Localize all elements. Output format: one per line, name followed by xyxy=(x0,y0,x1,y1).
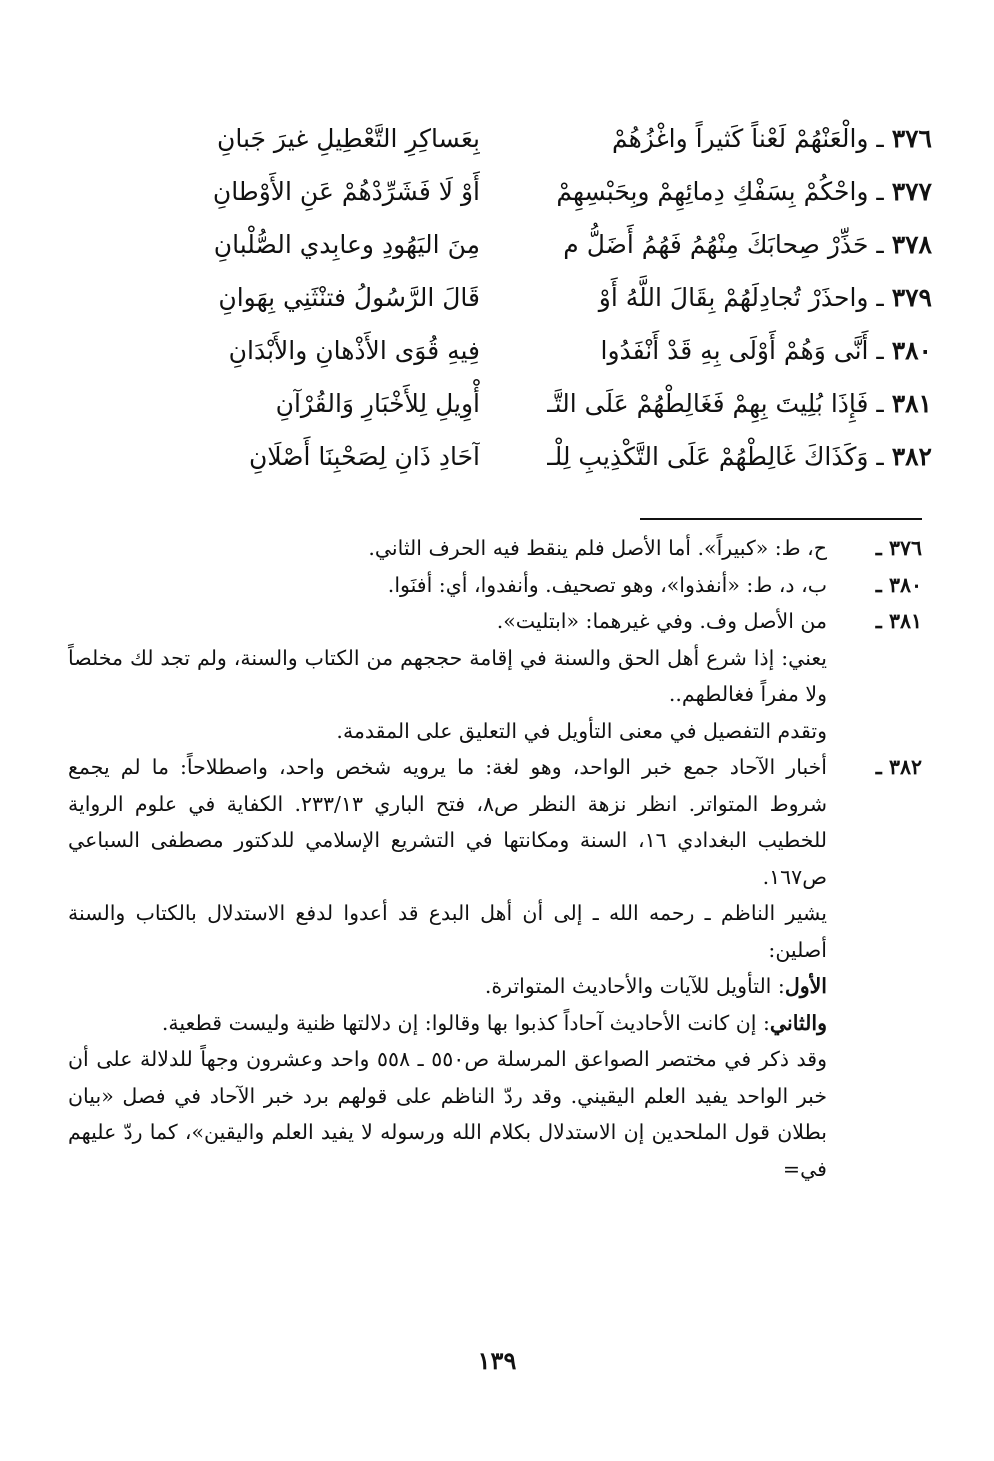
footnote-381-reference: وتقدم التفصيل في معنى التأويل في التعليق على المقدمة. xyxy=(336,718,827,743)
footnote-376 xyxy=(68,530,922,567)
footnote-number: ٣٨٢ ـ xyxy=(875,755,922,779)
footnote-381-explanation: يعني: إذا شرع أهل الحق والسنة في إقامة حججهم من الكتاب والسنة، ولم تجد لك مخلصاً ولا مفراً فغالطهم.. xyxy=(68,645,828,706)
footnote-separator xyxy=(640,518,922,520)
verse-number: ٣٨٠ xyxy=(891,336,932,365)
page-number: ١٣٩ xyxy=(477,1346,517,1375)
verse-number: ٣٨١ xyxy=(891,389,932,418)
verse-first-hemistich: أَنَّى وَهُمْ أَوْلَى بِهِ قَدْ أَنْفَدُوا xyxy=(600,336,869,365)
verse-number: ٣٧٧ xyxy=(891,177,932,206)
verse-378: ٣٧٨ ـ حَذِّرْ صِحابَكَ مِنْهُمُ فَهُمُ أَضَلُّ م مِنَ اليَهُودِ وعابِدي الصُّلْبانِ xyxy=(60,218,932,271)
footnote-text: من الأصل وف. وفي غيرهما: «ابتليت». xyxy=(496,609,827,633)
footnote-382-second-principle xyxy=(68,1005,922,1042)
footnote-text: ب، د، ط: «أنفذوا»، وهو تصحيف. وأنفدوا، أي: أفنَوا. xyxy=(387,572,827,597)
verse-first-hemistich: واحْكُمْ بِسَفْكِ دِمائِهِمْ وبِحَبْسِهِمْ xyxy=(556,177,869,206)
verse-first-hemistich: واحذَرْ تُجادِلَهُمْ بِقَالَ اللَّهُ أَوْ xyxy=(598,283,869,312)
verse-second-hemistich: قَالَ الرَّسُولُ فتنْثَنِي بِهَوانِ xyxy=(218,283,480,312)
footnotes xyxy=(68,530,922,1187)
footnote-382-conclusion: وقد ذكر في مختصر الصواعق المرسلة ص٥٥٠ ـ ٥٥٨ واحد وعشرون وجهاً للدلالة على أن خبر الواحد يفيد العلم اليقيني. وقد ردّ الناظم على قولهم برد خبر الآحاد في فصل «بيان بطلان قول الملحدين إن الاستدلال بكلام الله ورسوله لا يفيد العلم واليقين»، كما ردّ عليهم في= xyxy=(68,1047,828,1181)
verse-382: ٣٨٢ ـ وَكَذَاكَ غَالِطْهُمْ عَلَى التَّكْذِيبِ لِلْـ آحَادِ ذَانِ لِصَحْبِنَا أَصْلَانِ xyxy=(60,430,932,483)
footnote-380 xyxy=(68,567,922,604)
verse-376: ٣٧٦ ـ والْعَنْهُمْ لَعْناً كَثيراً واغْزُهُمْ بِعَساكِرِ التَّعْطِيلِ غيرَ جَبانِ xyxy=(60,112,932,165)
second-principle-text: : إن كانت الأحاديث آحاداً كذبوا بها وقالوا: إن دلالتها ظنية وليست قطعية. xyxy=(161,1010,770,1035)
verse-second-hemistich: آحَادِ ذَانِ لِصَحْبِنَا أَصْلَانِ xyxy=(248,442,480,471)
verse-number: ٣٧٦ xyxy=(891,124,932,153)
footnote-number: ٣٨١ ـ xyxy=(875,609,922,633)
verse-second-hemistich: بِعَساكِرِ التَّعْطِيلِ غيرَ جَبانِ xyxy=(216,124,480,153)
first-principle-text: : التأويل للآيات والأحاديث المتواترة. xyxy=(484,974,785,998)
verse-number: ٣٧٩ xyxy=(891,283,932,312)
label-second: والثاني xyxy=(769,1010,827,1035)
verse-379: ٣٧٩ ـ واحذَرْ تُجادِلَهُمْ بِقَالَ اللَّهُ أَوْ قَالَ الرَّسُولُ فتنْثَنِي بِهَوانِ xyxy=(60,271,932,324)
verse-377: ٣٧٧ ـ واحْكُمْ بِسَفْكِ دِمائِهِمْ وبِحَبْسِهِمْ أَوْ لَا فَشَرِّدْهُمْ عَنِ الأَوْطانِ xyxy=(60,165,932,218)
verse-second-hemistich: فِيهِ قُوَى الأَذْهانِ والأَبْدَانِ xyxy=(228,336,480,365)
verse-second-hemistich: أَوْ لَا فَشَرِّدْهُمْ عَنِ الأَوْطانِ xyxy=(212,177,480,206)
label-first: الأول xyxy=(784,974,827,998)
verse-second-hemistich: مِنَ اليَهُودِ وعابِدي الصُّلْبانِ xyxy=(213,230,480,259)
footnote-number: ٣٧٦ ـ xyxy=(875,536,922,560)
footnote-text: ح، ط: «كبيراً». أما الأصل فلم ينقط فيه الحرف الثاني. xyxy=(368,536,827,560)
verse-first-hemistich: فَإِذَا بُلِيتَ بِهِمْ فَغَالِطْهُمْ عَلَى التَّـ xyxy=(547,389,869,418)
poem-verses xyxy=(60,112,932,483)
verse-second-hemistich: أْوِيلِ لِلأَخْبَارِ وَالقُرْآنِ xyxy=(275,389,480,418)
footnote-text: أخبار الآحاد جمع خبر الواحد، وهو لغة: ما يرويه شخص واحد، واصطلاحاً: ما لم يجمع شروط المتواتر. انظر نزهة النظر ص٨، فتح الباري ٢٣٣/١٣. الكفاية في علوم الرواية للخطيب البغدادي ١٦، السنة ومكانتها في التشريع الإسلامي للدكتور مصطفى السباعي ص١٦٧. xyxy=(68,755,828,889)
footnote-number: ٣٨٠ ـ xyxy=(875,572,922,597)
verse-first-hemistich: وَكَذَاكَ غَالِطْهُمْ عَلَى التَّكْذِيبِ لِلْـ xyxy=(547,442,869,471)
verse-number: ٣٧٨ xyxy=(891,230,932,259)
verse-381: ٣٨١ ـ فَإِذَا بُلِيتَ بِهِمْ فَغَالِطْهُمْ عَلَى التَّـ أْوِيلِ لِلأَخْبَارِ وَالقُرْآنِ xyxy=(60,377,932,430)
footnote-382 xyxy=(68,749,922,895)
verse-380: ٣٨٠ ـ أَنَّى وَهُمْ أَوْلَى بِهِ قَدْ أَنْفَدُوا فِيهِ قُوَى الأَذْهانِ والأَبْدَانِ xyxy=(60,324,932,377)
footnote-381 xyxy=(68,603,922,640)
footnote-382-first-principle xyxy=(68,968,922,1005)
verse-first-hemistich: حَذِّرْ صِحابَكَ مِنْهُمُ فَهُمُ أَضَلُّ م xyxy=(563,230,869,259)
verse-number: ٣٨٢ xyxy=(891,442,932,471)
verse-first-hemistich: والْعَنْهُمْ لَعْناً كَثيراً واغْزُهُمْ xyxy=(611,124,869,153)
footnote-382-intro: يشير الناظم ـ رحمه الله ـ إلى أن أهل البدع قد أعدوا لدفع الاستدلال بالكتاب والسنة أصلين: xyxy=(68,901,827,962)
